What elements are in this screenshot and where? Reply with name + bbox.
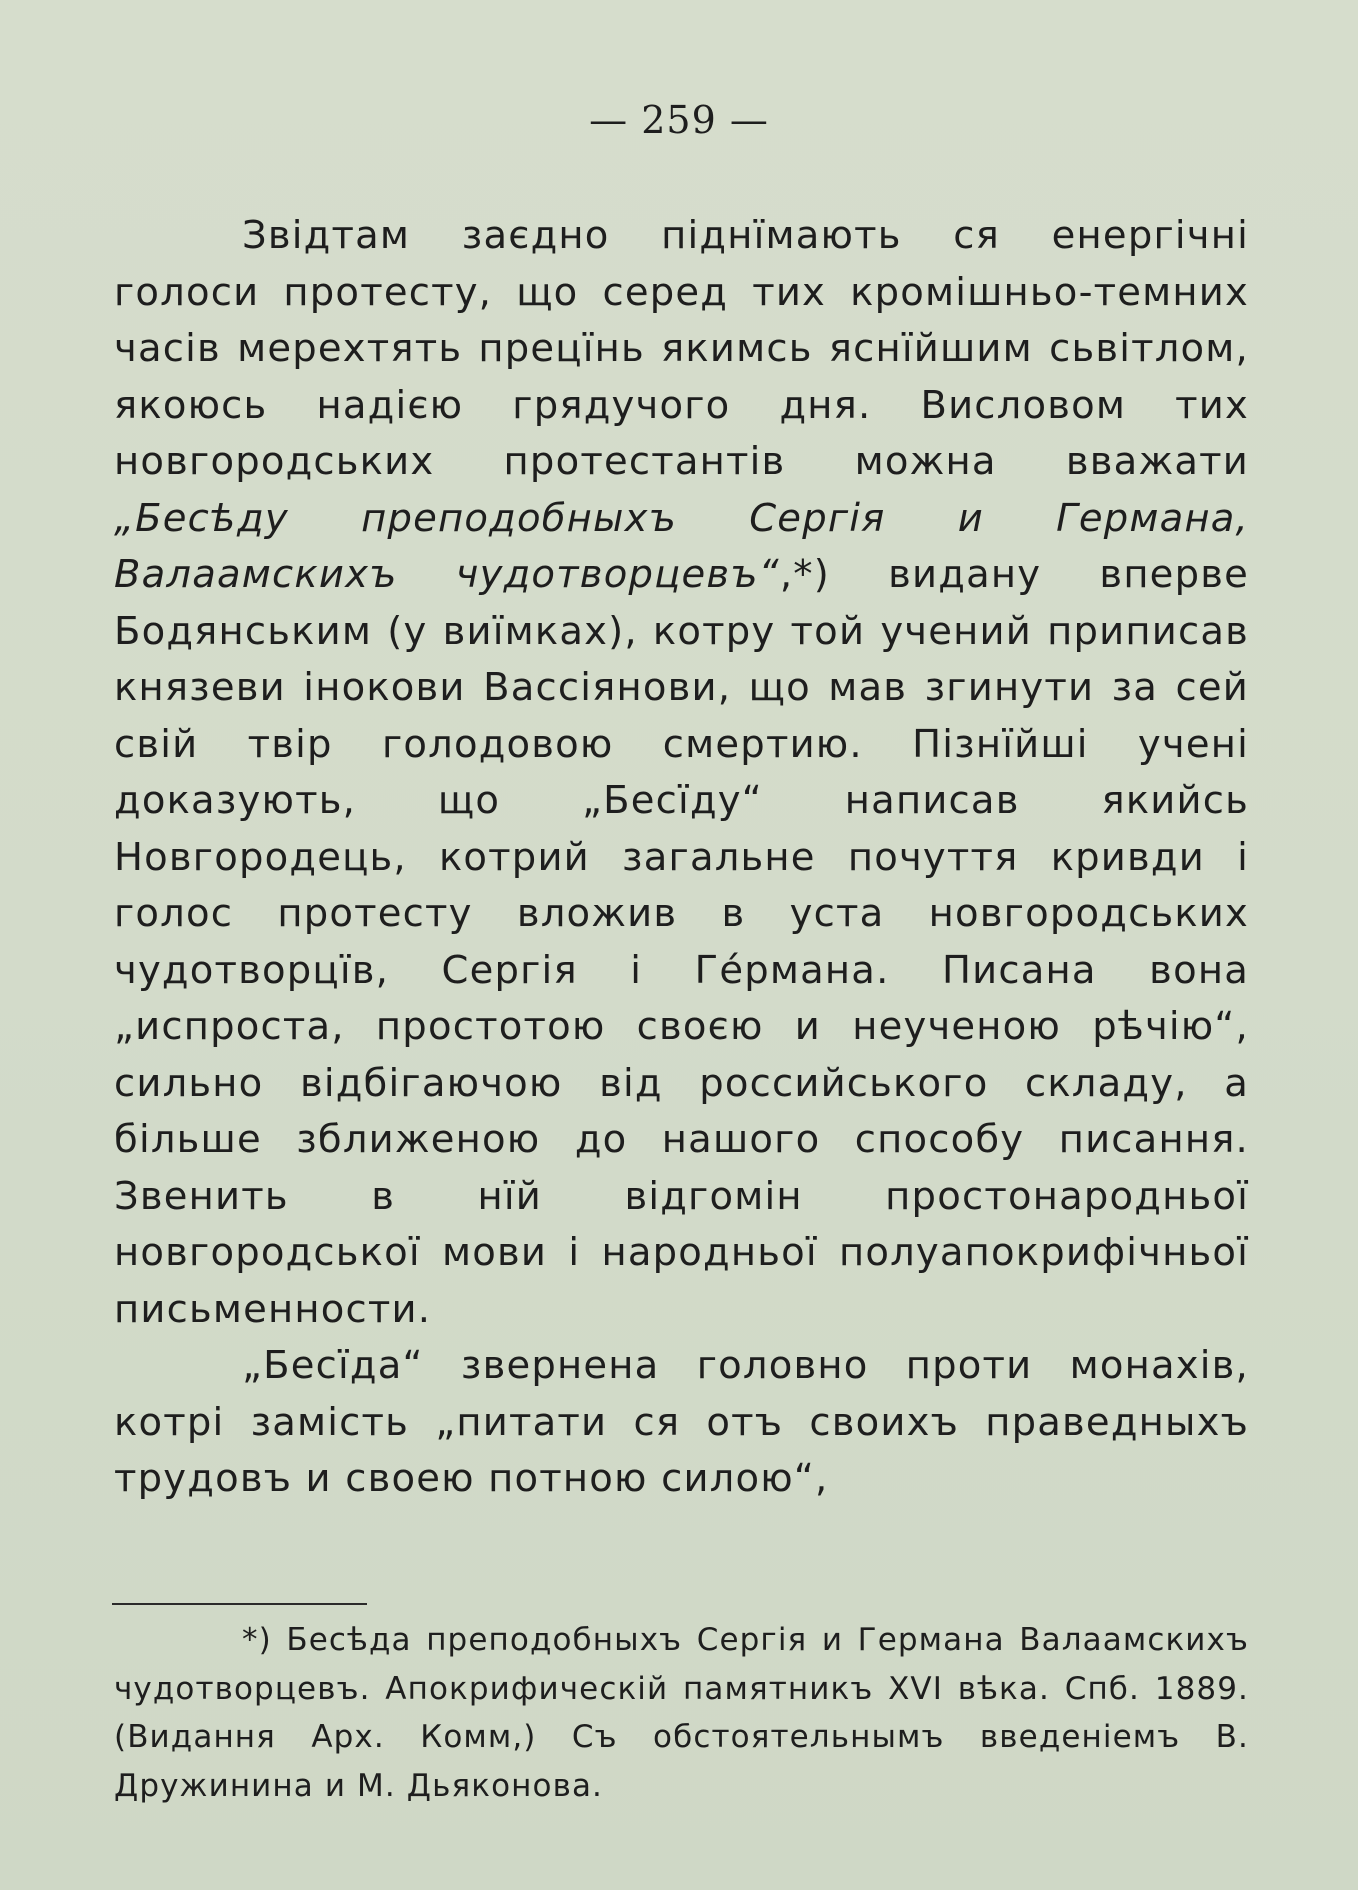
paragraph-1-text-a: Звідтам заєдно піднїмають ся енергічні голоси протесту, що серед тих кромішньо-темних часів мерехтять прецїнь якимсь яснїйшим сьвітлом, якоюсь надією грядучого дня. Висловом тих новгородських протестантів можна вважати [114, 213, 1249, 484]
paragraph-1-text-b: ,*) видану вперве Бодянським (у виїмках), котру той учений приписав князеви інокови Вассіянови, що мав згинути за сей свій твір голодовою смертию. Пізнїйші учені доказують, що „Бесїду“ написав якийсь Новгородець, котрий загальне почуття кривди і голос протесту вложив в уста новгородських чудотворцїв, Сергія і Ге́рмана. Писана вона „испроста, простотою своєю и неученою рѣчію“, сильно відбігаючою від российського складу, а більше зближеною до нашого способу писання. Звенить в нїй відгомін простонародньої новгородської мови і народньої полуапокрифічньої письменности. [114, 552, 1249, 1332]
page-number: — 259 — [589, 98, 769, 142]
paragraph-1 [114, 208, 1249, 1338]
main-text [114, 208, 1249, 1508]
italic-title: „Бесѣду преподобныхъ Сергія и Германа, Валаамскихъ чудотворцевъ“ [114, 495, 1249, 597]
paragraph-2: „Бесїда“ звернена головно проти монахів, котрі замість „питати ся отъ своихъ праведныхъ трудовъ и своею потною силою“, [114, 1343, 1249, 1501]
footnote-divider [112, 1603, 367, 1605]
footnote: *) Бесѣда преподобныхъ Сергія и Германа Валаамскихъ чудотворцевъ. Апокрифическій памятникъ XVI вѣка. Спб. 1889. (Видання Арх. Комм,) Съ обстоятельнымъ введеніемъ В. Дружинина и М. Дьяконова. [114, 1622, 1249, 1804]
